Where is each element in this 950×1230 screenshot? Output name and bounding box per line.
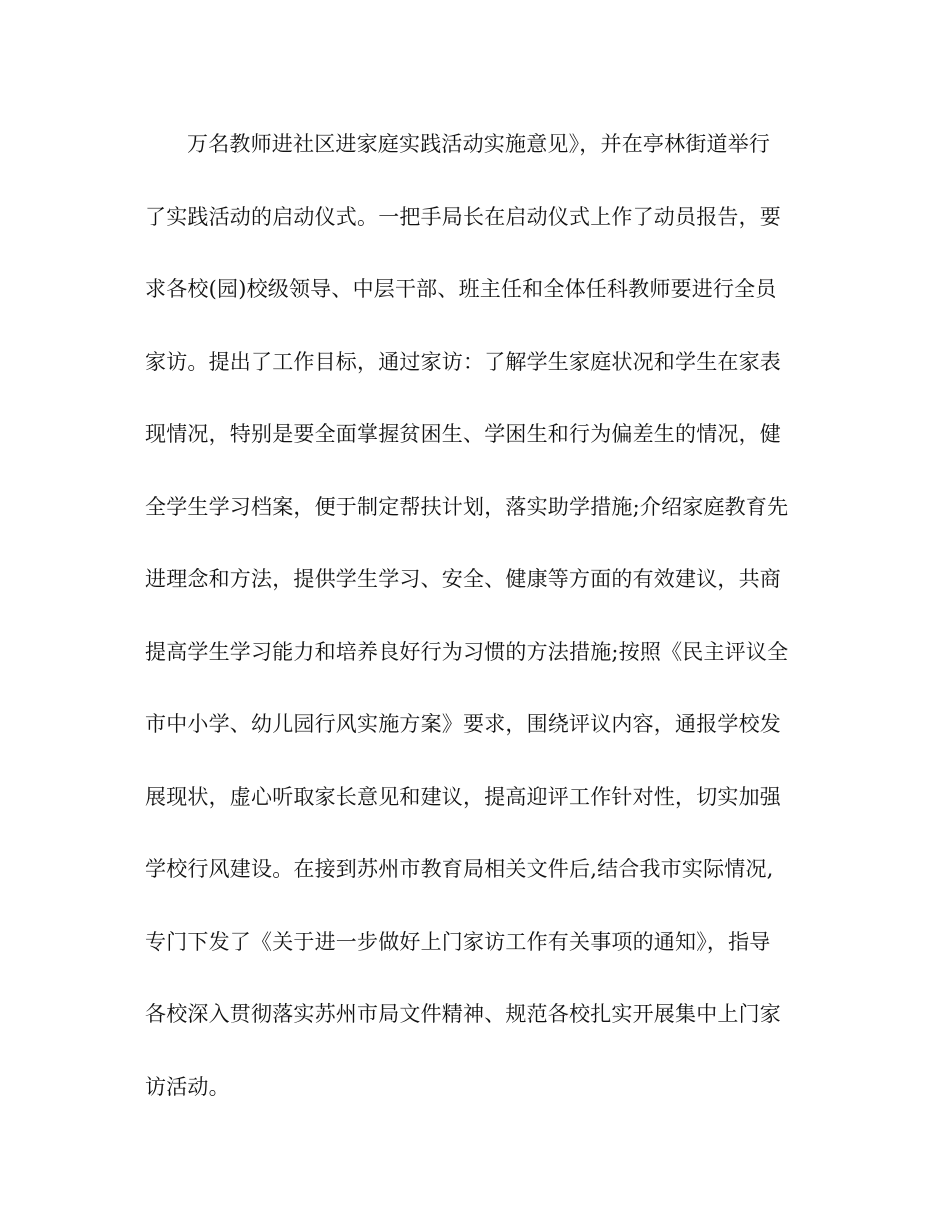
text-line: 提高学生学习能力和培养良好行为习惯的方法措施;按照《民主评议全: [145, 639, 789, 664]
text-line: 各校深入贯彻落实苏州市局文件精神、规范各校扎实开展集中上门家: [145, 1002, 781, 1026]
body-paragraph: [145, 124, 825, 1139]
text-line: 展现状，虚心听取家长意见和建议，提高迎评工作针对性，切实加强: [145, 784, 781, 809]
text-line: 学校行风建设。在接到苏州市教育局相关文件后,结合我市实际情况,: [145, 857, 774, 881]
text-line: 全学生学习档案，便于制定帮扶计划，落实助学措施;介绍家庭教育先: [145, 494, 789, 519]
text-line: 现情况，特别是要全面掌握贫困生、学困生和行为偏差生的情况，健: [145, 422, 781, 446]
text-line: 求各校(园)校级领导、中层干部、班主任和全体任科教师要进行全员: [145, 277, 777, 301]
text-line: 万名教师进社区进家庭实践活动实施意见》，并在亭林街道举行: [187, 132, 771, 156]
text-line: 市中小学、幼儿园行风实施方案》要求，围绕评议内容，通报学校发: [145, 712, 781, 736]
text-line: 了实践活动的启动仪式。一把手局长在启动仪式上作了动员报告，要: [145, 204, 781, 229]
text-line: 家访。提出了工作目标，通过家访：了解学生家庭状况和学生在家表: [145, 349, 781, 374]
text-line: 进理念和方法，提供学生学习、安全、健康等方面的有效建议，共商: [145, 567, 781, 591]
text-line: 专门下发了《关于进一步做好上门家访工作有关事项的通知》，指导: [145, 929, 771, 954]
text-line: 访活动。: [145, 1074, 230, 1099]
